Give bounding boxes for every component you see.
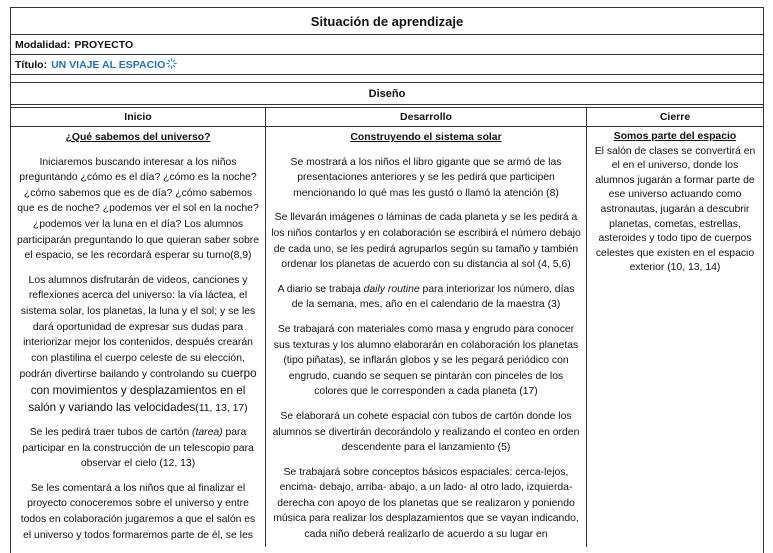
cierre-column [587,107,763,547]
desarrollo-subtitle: Construyendo el sistema solar [350,132,502,143]
design-columns [11,107,763,547]
desarrollo-body [266,127,586,547]
desarrollo-paragraph-3-text-a: A diario se trabaja [277,283,364,295]
inicio-paragraph-3-italic: (tarea) [192,427,223,439]
diseno-heading: Diseño [11,83,763,105]
document-title: Situación de aprendizaje [11,8,763,35]
inicio-paragraph-1: Iniciaremos buscando interesar a los niños preguntando ¿cómo es el día? ¿cómo es la noche? ¿cómo sabemos que es de día? ¿cómo sabemos que es de noche? ¿podemos ver el sol en la noche? ¿podemos ver la luna en el día? Los alumnos participarán preguntando lo que quieran saber sobre el espacio, se les recordará esperar su turno(8,9) [16,156,260,262]
inicio-paragraph-4: Se les comentará a los niños que al finalizar el proyecto conoceremos sobre el universo y entre todos en colaboración jugaremos a que el salón es el universo y todos formaremos parte de él, se les [20,482,256,541]
desarrollo-column [266,107,587,547]
modalidad-label: Modalidad: [15,38,71,51]
titulo-row [11,55,763,75]
cierre-header: Cierre [587,107,763,127]
desarrollo-paragraph-4: Se trabajará con materiales como masa y engrudo para conocer sus texturas y los alumno elaborarán en colaboración los planetas (tipo piñatas), se inflarán globos y se les pegará periódico con engrudo, cuando se sequen se pintarán con pinceles de los colores que le corresponden a cada planeta (17) [273,323,579,398]
inicio-paragraph-3-text-a: Se les pedirá traer tubos de cartón [29,427,192,439]
titulo-label: Título: [15,58,48,71]
desarrollo-paragraph-3 [271,282,581,313]
desarrollo-paragraph-3-italic: daily routine [363,283,420,295]
learning-situation-table [10,7,764,553]
inicio-paragraph-2 [16,273,260,416]
desarrollo-paragraph-6: Se trabajará sobre conceptos básicos espaciales: cerca-lejos, encima- debajo, arriba- abajo, a un lado- al otro lado, izquierda-derecha con apoyo de los planetas que se realizaron y poniendo música para realizar los desplazamientos que se vayan indicando, cada niño deberá realizarlo de acuerdo a su lugar en [273,466,579,541]
inicio-paragraph-3 [16,425,260,472]
desarrollo-header: Desarrollo [266,107,586,127]
inicio-paragraph-2-text: Los alumnos disfrutarán de videos, canciones y reflexiones acerca del universo: la vía láctea, el sistema solar, los planetas, la luna y el sol; y se les dará oportunidad de expresar sus dudas para interiorizar mejor los contenidos, después crearán con plastilina el cuerpo celeste de su elección, podrán divertirse bailando y controlando su [19,274,256,381]
desarrollo-paragraph-1: Se mostrará a los niños el libro gigante que se armó de las presentaciones anteriores y se les pedirá que participen mencionando lo qué mas les gustó o llamó la atención (8) [290,156,562,199]
desarrollo-paragraph-3-text-b: para interiorizar los número, días de la semana, mes, año en el calendario de la maestra (3) [291,283,575,311]
modalidad-value: PROYECTO [74,38,134,51]
modalidad-row [11,35,763,55]
cierre-paragraph-1: El salón de clases se convertirá en el en el universo, donde los alumnos jugarán a formar parte de ese universo actuando como astronautas, jugarán a descubrir planetas, cometas, estrellas, asteroides y todo tipo de cuerpos celestes que existen en el espacio exterior (10, 13, 14) [594,145,756,274]
inicio-body [11,127,265,547]
desarrollo-paragraph-2: Se llevarán imágenes o láminas de cada planeta y se les pedirá a los niños contarlos y en colaboración se escribirá el número debajo de cada uno, se les pedirá agruparlos según su tamaño y también ordenar los planetas de acuerdo con su distancia al sol (4, 5,6) [271,212,581,271]
inicio-column [11,107,266,547]
inicio-subtitle: ¿Qué sabemos del universo? [65,132,211,143]
sparkle-icon [166,58,177,72]
spacer-row [11,75,763,83]
inicio-header: Inicio [11,107,265,127]
cierre-subtitle: Somos parte del espacio [613,131,737,142]
inicio-paragraph-2-refs: (11, 13, 17) [195,402,248,414]
inicio-paragraph-2-large-text: cuerpo con movimientos y desplazamientos en el salón y variando las velocidades [28,367,257,414]
cierre-body [587,127,763,547]
inicio-paragraph-3-text-b: para participar en la construcción de un telescopio para observar el cielo (12, 13) [22,427,254,470]
titulo-value: UN VIAJE AL ESPACIO [51,58,166,71]
desarrollo-paragraph-5: Se elaborará un cohete espacial con tubos de cartón donde los alumnos se divertirán decorándolo y realizando el conteo en orden descendente para el lanzamiento (5) [272,410,580,454]
